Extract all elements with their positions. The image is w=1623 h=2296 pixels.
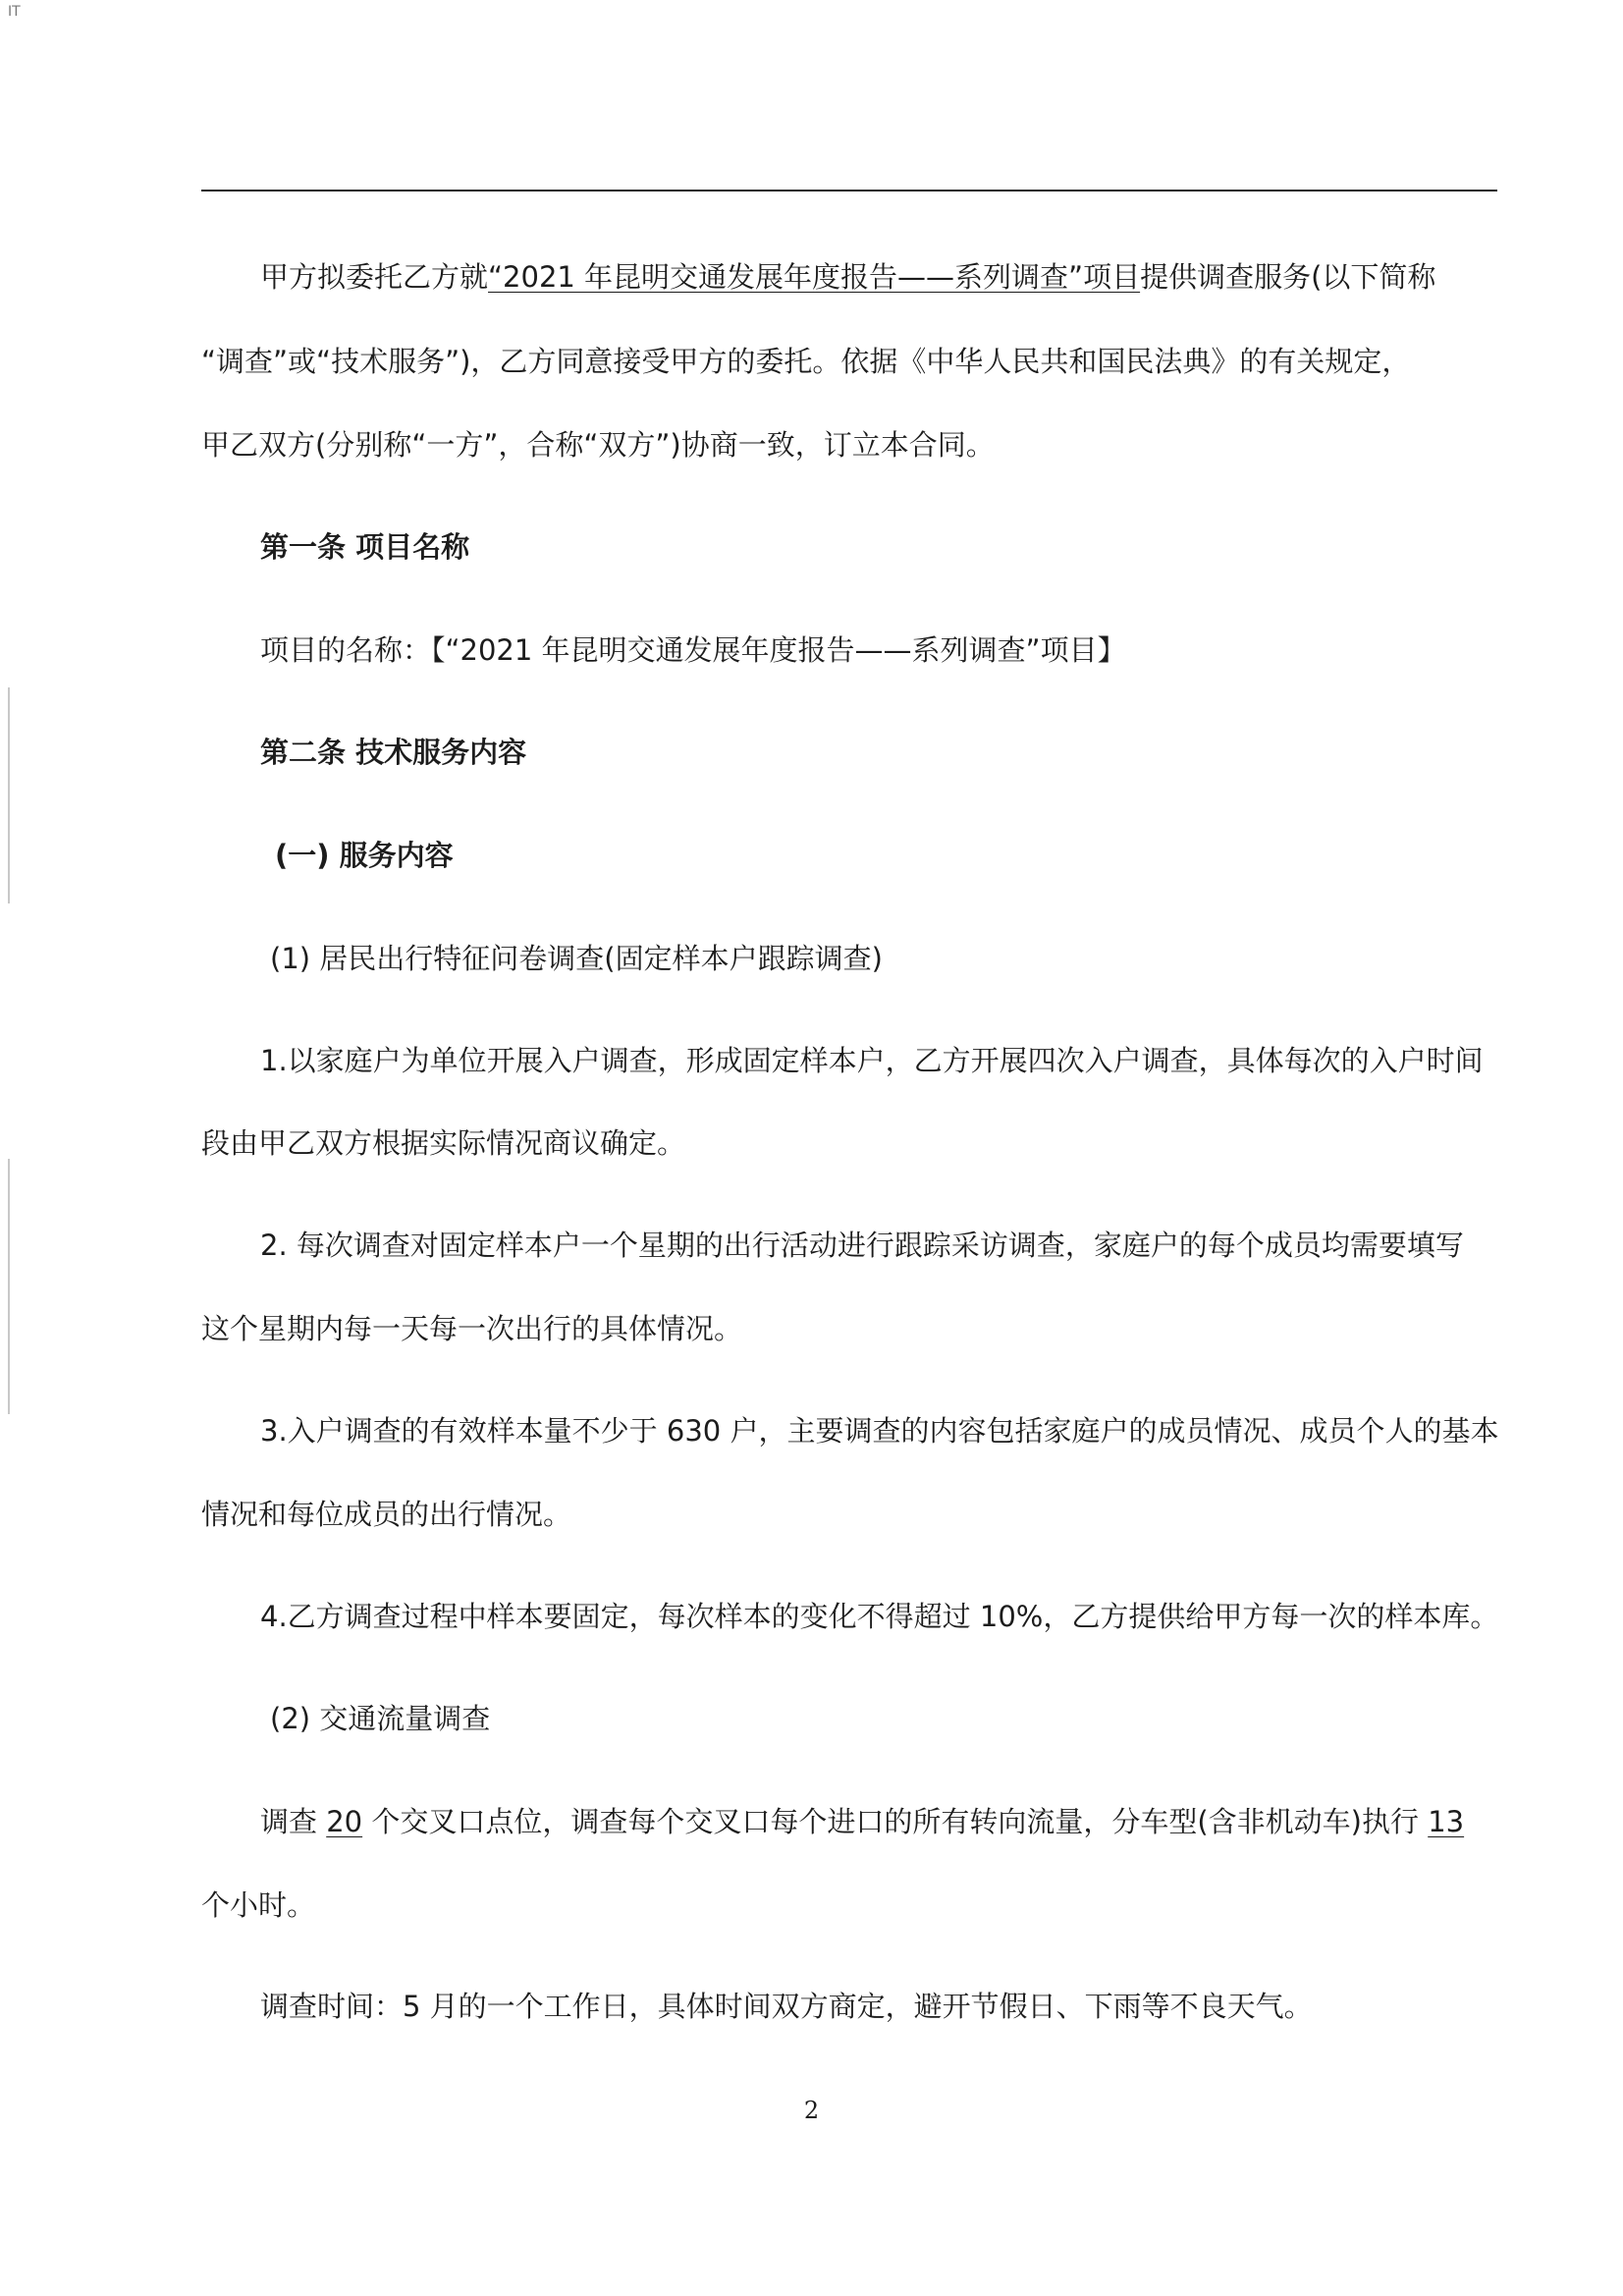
scan-edge-artifact xyxy=(8,1159,10,1414)
item-2-line-1: 2. 每次调查对固定样本户一个星期的出行活动进行跟踪采访调查，家庭户的每个成员均需要填写 xyxy=(260,1229,1464,1262)
sub-2-heading: (2) 交通流量调查 xyxy=(270,1702,491,1735)
section-1-heading: (一) 服务内容 xyxy=(275,839,454,872)
item-4-line-1: 4.乙方调查过程中样本要固定，每次样本的变化不得超过 10%，乙方提供给甲方每一次的样本库。 xyxy=(260,1600,1499,1633)
project-name-underlined: “2021 年昆明交通发展年度报告——系列调查”项目 xyxy=(488,260,1141,294)
intro-line-2: “调查”或“技术服务”)，乙方同意接受甲方的委托。依据《中华人民共和国民法典》的有关规定， xyxy=(201,345,1411,378)
hours-count: 13 xyxy=(1428,1805,1465,1838)
points-count: 20 xyxy=(326,1805,363,1838)
intro-line-3: 甲乙双方(分别称“一方”，合称“双方”)协商一致，订立本合同。 xyxy=(201,428,995,462)
sub-1-heading: (1) 居民出行特征问卷调查(固定样本户跟踪调查) xyxy=(270,942,883,975)
article-1-text: 项目的名称：【“2021 年昆明交通发展年度报告——系列调查”项目】 xyxy=(260,633,1126,667)
scan-edge-artifact xyxy=(8,687,10,903)
item-1-line-1: 1.以家庭户为单位开展入户调查，形成固定样本户，乙方开展四次入户调查，具体每次的入户时间 xyxy=(260,1044,1484,1077)
article-1-heading: 第一条 项目名称 xyxy=(260,530,470,564)
survey-time-line: 调查时间：5 月的一个工作日，具体时间双方商定，避开节假日、下雨等不良天气。 xyxy=(260,1990,1313,2023)
item-3-line-1: 3.入户调查的有效样本量不少于 630 户，主要调查的内容包括家庭户的成员情况、成员个人的基本 xyxy=(260,1414,1499,1448)
article-2-heading: 第二条 技术服务内容 xyxy=(260,736,527,769)
item-2-line-2: 这个星期内每一天每一次出行的具体情况。 xyxy=(201,1312,743,1345)
scan-corner-mark: IT xyxy=(8,4,21,20)
intro-line-1: 甲方拟委托乙方就“2021 年昆明交通发展年度报告——系列调查”项目提供调查服务(以下简称 xyxy=(260,260,1436,294)
item-1-line-2: 段由甲乙双方根据实际情况商议确定。 xyxy=(201,1126,686,1160)
item-3-line-2: 情况和每位成员的出行情况。 xyxy=(201,1498,572,1531)
page-number: 2 xyxy=(803,2097,820,2124)
header-rule xyxy=(201,190,1497,191)
traffic-line-2: 个小时。 xyxy=(201,1888,316,1922)
traffic-line-1: 调查 20 个交叉口点位，调查每个交叉口每个进口的所有转向流量，分车型(含非机动车)执行 13 xyxy=(260,1805,1465,1838)
